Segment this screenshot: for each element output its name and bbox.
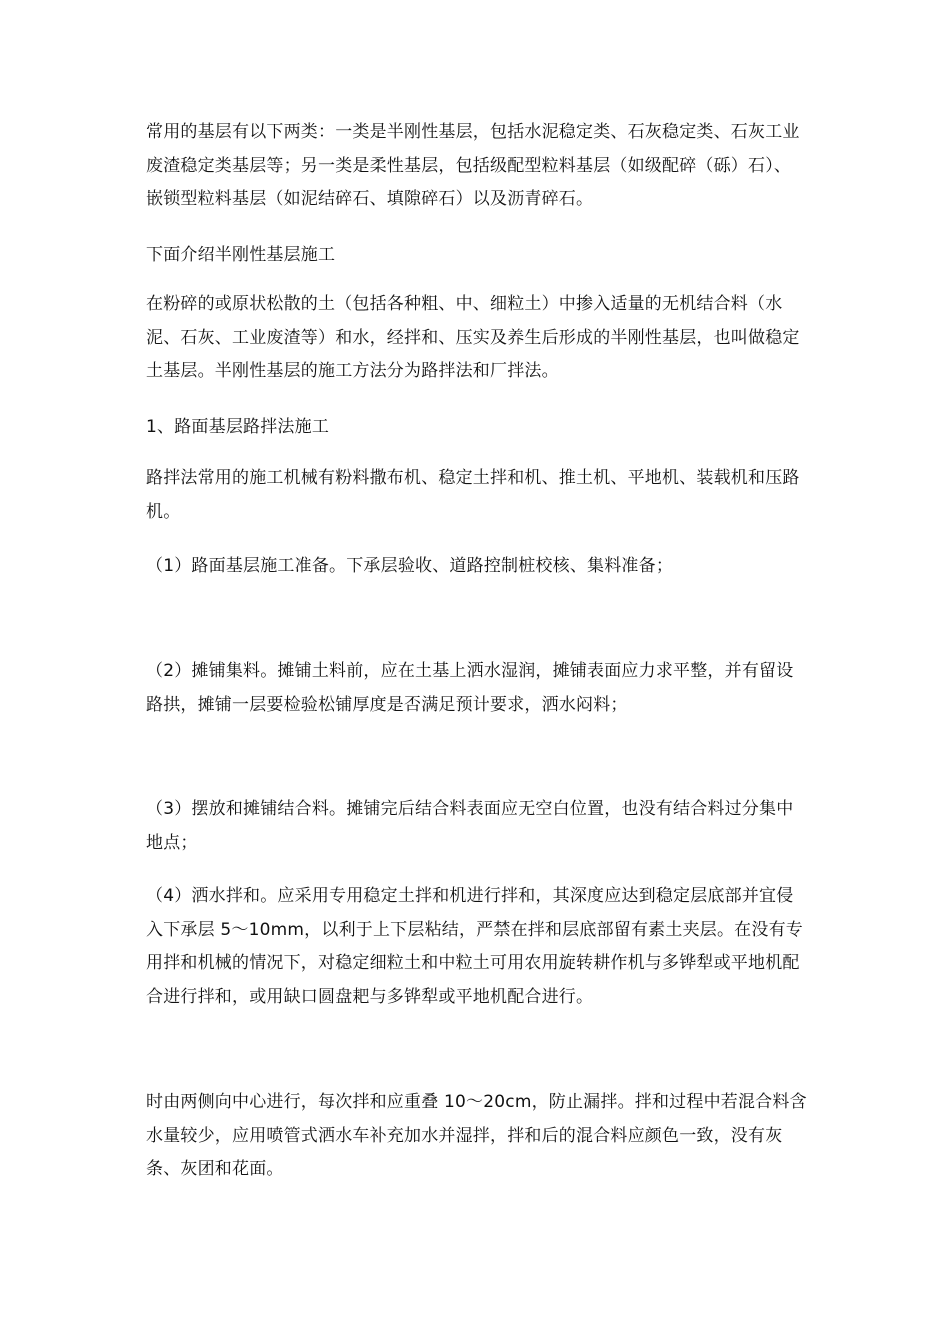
step-3-binder-spreading: （3）摆放和摊铺结合料。摊铺完后结合料表面应无空白位置，也没有结合料过分集中地点； bbox=[146, 799, 794, 853]
step-1-preparation: （1）路面基层施工准备。下承层验收、道路控制桩校核、集料准备； bbox=[146, 556, 674, 576]
paragraph-base-types: 常用的基层有以下两类：一类是半刚性基层，包括水泥稳定类、石灰稳定类、石灰工业废渣稳定类基层等；另一类是柔性基层，包括级配型粒料基层（如级配碎（砾）石）、嵌锁型粒料基层（如泥结碎石、填隙碎石）以及沥青碎石。 bbox=[146, 122, 800, 209]
paragraph-stabilized-soil: 在粉碎的或原状松散的土（包括各种粗、中、细粒土）中掺入适量的无机结合料（水泥、石灰、工业废渣等）和水，经拌和、压实及养生后形成的半刚性基层，也叫做稳定土基层。半刚性基层的施工方法分为路拌法和厂拌法。 bbox=[146, 294, 800, 381]
step-2-spreading-aggregate: （2）摊铺集料。摊铺土料前，应在土基上洒水湿润，摊铺表面应力求平整，并有留设路拱，摊铺一层要检验松铺厚度是否满足预计要求，洒水闷料； bbox=[146, 661, 794, 715]
paragraph-mixing-direction: 时由两侧向中心进行，每次拌和应重叠 10～20cm，防止漏拌。拌和过程中若混合料含水量较少，应用喷管式洒水车补充加水并湿拌，拌和后的混合料应颜色一致，没有灰条、灰团和花面。 bbox=[146, 1092, 807, 1179]
step-4-watering-mixing: （4）洒水拌和。应采用专用稳定土拌和机进行拌和，其深度应达到稳定层底部并宜侵入下承层 5～10mm，以利于上下层粘结，严禁在拌和层底部留有素土夹层。在没有专用拌和机械的情况下，对稳定细粒土和中粒土可用农用旋转耕作机与多铧犁或平地机配合进行拌和，或用缺口圆盘耙与多铧犁或平地机配合进行。 bbox=[146, 886, 803, 1007]
paragraph-road-mix-machinery: 路拌法常用的施工机械有粉料撒布机、稳定土拌和机、推土机、平地机、装载机和压路机。 bbox=[146, 468, 800, 522]
paragraph-semi-rigid-intro: 下面介绍半刚性基层施工 bbox=[146, 245, 336, 265]
section-heading-road-mix: 1、路面基层路拌法施工 bbox=[146, 417, 330, 437]
